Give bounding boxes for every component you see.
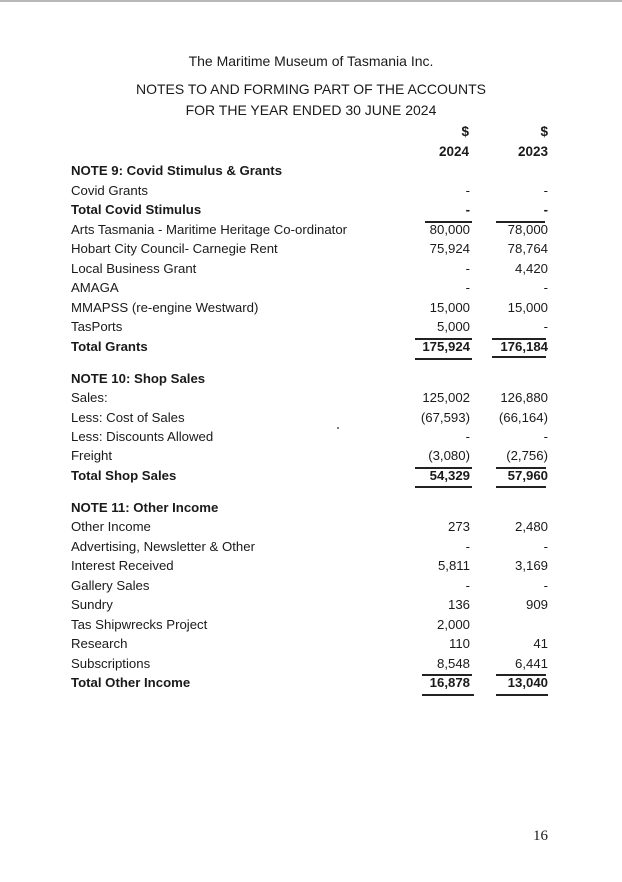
notes-title: NOTES TO AND FORMING PART OF THE ACCOUNTS — [135, 81, 487, 97]
value-2023: 6,441 — [514, 656, 548, 671]
note-heading: NOTE 11: Other Income — [71, 500, 219, 515]
note9-heading — [71, 161, 551, 180]
row-label: Total Shop Sales — [71, 468, 177, 483]
value-2023: - — [543, 429, 548, 444]
value-2023: 78,000 — [507, 222, 548, 237]
row-label: Sales: — [71, 390, 108, 405]
value-2024: - — [465, 261, 470, 276]
table-row-total — [71, 200, 551, 219]
value-2024: - — [465, 578, 470, 593]
table-row-total — [71, 337, 551, 356]
currency-2023: $ — [540, 124, 548, 139]
value-2024: 5,811 — [437, 558, 470, 573]
row-label: Covid Grants — [71, 183, 148, 198]
value-2023: 57,960 — [507, 468, 548, 483]
value-2024: 110 — [448, 636, 470, 651]
table-row — [71, 446, 551, 465]
row-label: MMAPSS (re-engine Westward) — [71, 300, 259, 315]
value-2023: 13,040 — [507, 675, 548, 690]
row-label: Advertising, Newsletter & Other — [71, 539, 255, 554]
row-label: Hobart City Council- Carnegie Rent — [71, 241, 278, 256]
value-2024: (3,080) — [428, 448, 470, 463]
row-label: Freight — [71, 448, 113, 463]
value-2024: 175,924 — [422, 339, 470, 354]
table-row — [71, 388, 551, 407]
row-label: Research — [71, 636, 128, 651]
value-2023: 41 — [533, 636, 548, 651]
value-2024: 15,000 — [429, 300, 470, 315]
row-label: TasPorts — [71, 319, 123, 334]
table-row — [71, 615, 551, 634]
value-2023: - — [543, 183, 548, 198]
value-2023: 176,184 — [500, 339, 548, 354]
table-row — [71, 654, 551, 673]
row-label: Total Grants — [71, 339, 148, 354]
note11-heading — [71, 498, 551, 517]
table-row — [71, 537, 551, 556]
value-2024: (67,593) — [420, 410, 470, 425]
column-header-2024: 2024 — [438, 144, 469, 159]
double-underline-rule — [422, 694, 474, 696]
year-ended-title: FOR THE YEAR ENDED 30 JUNE 2024 — [185, 102, 437, 118]
row-label: Tas Shipwrecks Project — [71, 617, 208, 632]
value-2023: 126,880 — [500, 390, 548, 405]
row-label: Other Income — [71, 519, 151, 534]
table-row — [71, 427, 551, 446]
page-top-border — [0, 0, 622, 2]
row-label: Local Business Grant — [71, 261, 197, 276]
value-2023: - — [543, 539, 548, 554]
value-2023: - — [543, 578, 548, 593]
table-row — [71, 298, 551, 317]
value-2023: (2,756) — [506, 448, 548, 463]
table-row-total — [71, 466, 551, 485]
value-2023: 3,169 — [514, 558, 548, 573]
row-label: Sundry — [71, 597, 113, 612]
value-2024: 136 — [447, 597, 470, 612]
value-2024: 273 — [447, 519, 470, 534]
row-label: Total Covid Stimulus — [71, 202, 202, 217]
table-row — [71, 595, 551, 614]
value-2023: - — [543, 202, 548, 217]
table-row — [71, 220, 551, 239]
row-label: Gallery Sales — [71, 578, 150, 593]
table-row — [71, 239, 551, 258]
value-2023: 2,480 — [514, 519, 548, 534]
table-row — [71, 634, 551, 653]
value-2023: (66,164) — [498, 410, 548, 425]
value-2024: 54,329 — [429, 468, 470, 483]
currency-2024: $ — [461, 124, 469, 139]
table-row — [71, 181, 551, 200]
double-underline-rule — [415, 358, 472, 360]
table-row — [71, 278, 551, 297]
value-2024: 125,002 — [422, 390, 470, 405]
double-underline-rule — [496, 486, 546, 488]
value-2024: - — [465, 183, 470, 198]
row-label: Less: Cost of Sales — [71, 410, 185, 425]
row-label: Total Other Income — [71, 675, 191, 690]
value-2023: - — [543, 319, 548, 334]
double-underline-rule — [496, 694, 548, 696]
table-row — [71, 408, 551, 427]
value-2024: - — [465, 539, 470, 554]
column-header-2023: 2023 — [517, 144, 548, 159]
value-2024: 2,000 — [436, 617, 470, 632]
value-2024: 80,000 — [429, 222, 470, 237]
value-2023: 4,420 — [514, 261, 548, 276]
double-underline-rule — [415, 486, 472, 488]
value-2024: - — [465, 202, 470, 217]
table-row — [71, 259, 551, 278]
value-2023: 15,000 — [507, 300, 548, 315]
row-label: Arts Tasmania - Maritime Heritage Co-ordinator — [71, 222, 348, 237]
value-2023: 909 — [525, 597, 548, 612]
row-label: Subscriptions — [71, 656, 151, 671]
organization-name: The Maritime Museum of Tasmania Inc. — [188, 53, 434, 69]
value-2024: 16,878 — [429, 675, 470, 690]
value-2024: 8,548 — [436, 656, 470, 671]
value-2024: - — [465, 280, 470, 295]
double-underline-rule — [492, 356, 546, 358]
value-2024: 75,924 — [429, 241, 470, 256]
table-row — [71, 317, 551, 336]
value-2023: 78,764 — [507, 241, 548, 256]
table-row-total — [71, 673, 551, 692]
note-heading: NOTE 9: Covid Stimulus & Grants — [71, 163, 283, 178]
value-2023: - — [543, 280, 548, 295]
table-row — [71, 556, 551, 575]
note-heading: NOTE 10: Shop Sales — [71, 371, 206, 386]
value-2024: - — [465, 429, 470, 444]
table-row — [71, 517, 551, 536]
row-label: Less: Discounts Allowed — [71, 429, 214, 444]
note10-heading — [71, 369, 551, 388]
page-number: 16 — [533, 828, 548, 844]
table-row — [71, 576, 551, 595]
row-label: Interest Received — [71, 558, 174, 573]
row-label: AMAGA — [71, 280, 119, 295]
value-2024: 5,000 — [436, 319, 470, 334]
